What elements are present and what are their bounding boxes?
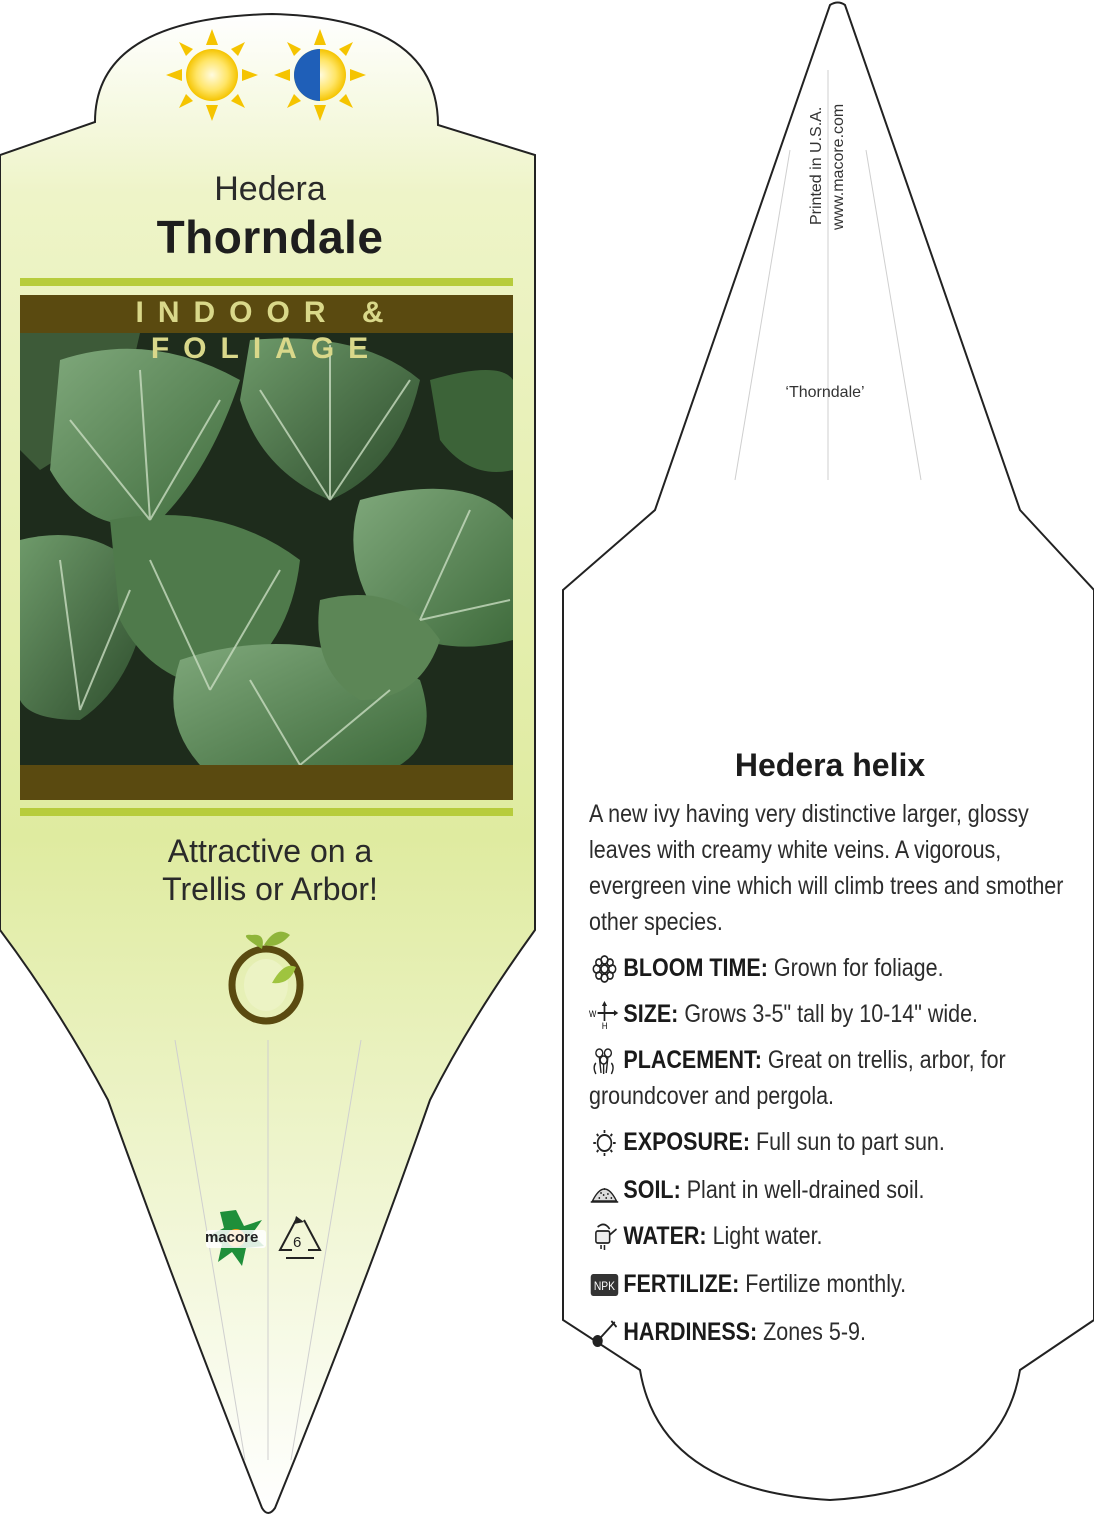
tagline (70, 832, 470, 908)
water-label: WATER: (623, 1222, 707, 1250)
website-text: www.macore.com (830, 103, 847, 230)
bloom-time-value: Grown for foliage. (767, 954, 944, 982)
hardiness-label: HARDINESS: (623, 1318, 758, 1346)
size-label: SIZE: (623, 1000, 679, 1028)
category-label: INDOOR & FOLIAGE (135, 296, 398, 365)
watering-can-icon (589, 1223, 620, 1251)
description-line: A new ivy having very distinctive larger, glossy (589, 800, 1029, 828)
cultivar-quote: ‘Thorndale’ (785, 384, 865, 401)
tagline-line-2: Trellis or Arbor! (162, 871, 378, 907)
exposure-label: EXPOSURE: (623, 1128, 751, 1156)
description-line: evergreen vine which will climb trees and smother (589, 872, 1064, 900)
recycle-code: 6 (293, 1234, 302, 1251)
soil-label: SOIL: (623, 1176, 681, 1204)
attribute-soil (589, 1172, 1071, 1208)
ivy-photo (20, 333, 513, 765)
thermometer-icon (589, 1319, 620, 1347)
cultivar-name: Thorndale (156, 211, 384, 263)
attribute-bloom-time (589, 950, 1071, 986)
full-sun-icon (166, 29, 258, 121)
size-icon-w: W (589, 1008, 597, 1020)
fertilize-label: FERTILIZE: (623, 1270, 740, 1298)
description-line: other species. (589, 908, 723, 936)
plant-group-icon (589, 1047, 620, 1075)
attribute-size (589, 996, 1071, 1032)
flower-icon (589, 955, 620, 983)
species-name: Hedera helix (734, 747, 926, 783)
size-value: Grows 3-5" tall by 10-14" wide. (678, 1000, 979, 1028)
soil-value: Plant in well-drained soil. (680, 1176, 925, 1204)
tagline-line-1: Attractive on a (167, 833, 373, 869)
part-sun-icon (274, 29, 366, 121)
exposure-value: Full sun to part sun. (750, 1128, 945, 1156)
attribute-placement (589, 1042, 1071, 1114)
printed-in-text: Printed in U.S.A. (808, 106, 825, 225)
bottom-olive-band (20, 765, 513, 800)
bottom-green-band (20, 808, 513, 816)
description (589, 796, 1071, 940)
hardiness-value: Zones 5-9. (757, 1318, 866, 1346)
bloom-time-label: BLOOM TIME: (623, 954, 768, 982)
genus-name: Hedera (214, 170, 326, 208)
soil-mound-icon (589, 1177, 620, 1205)
attribute-water (589, 1218, 1071, 1254)
npk-icon (589, 1271, 620, 1299)
placement-label: PLACEMENT: (623, 1046, 762, 1074)
top-green-band (20, 278, 513, 286)
placement-value: Great on trellis, arbor, for (761, 1046, 1006, 1074)
brand-name: macore (205, 1229, 259, 1246)
fertilize-value: Fertilize monthly. (739, 1270, 907, 1298)
printed-info (800, 60, 860, 230)
size-arrows-icon (589, 1001, 620, 1029)
attribute-hardiness (589, 1314, 1071, 1350)
placement-value-line-2: groundcover and pergola. (589, 1082, 835, 1110)
description-line: leaves with creamy white veins. A vigorous, (589, 836, 1002, 864)
attribute-exposure (589, 1124, 1071, 1160)
size-icon-h: H (601, 1020, 608, 1030)
water-value: Light water. (706, 1222, 823, 1250)
sun-outline-icon (589, 1129, 620, 1157)
npk-text: NPK (593, 1280, 616, 1294)
attribute-fertilize (589, 1266, 1071, 1302)
